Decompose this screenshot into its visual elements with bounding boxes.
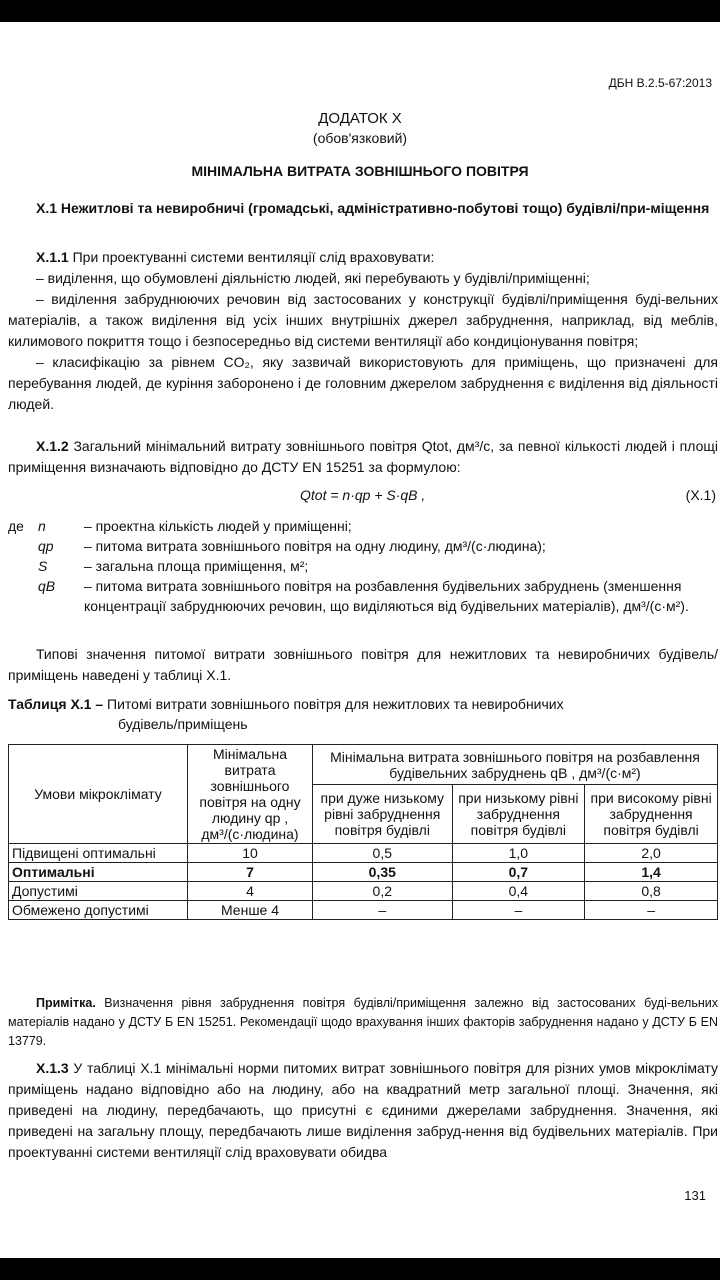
main-title: МІНІМАЛЬНА ВИТРАТА ЗОВНІШНЬОГО ПОВІТРЯ <box>191 163 529 179</box>
table-row: Підвищені оптимальні 10 0,5 1,0 2,0 <box>9 844 718 863</box>
header-min-dilution: Мінімальна витрата зовнішнього повітря на розбавлення будівельних забруднень qB , дм³/(с·м²) <box>313 745 718 785</box>
ventilation-table <box>8 744 718 920</box>
x11-item-2: – виділення забруднюючих речовин від застосованих у конструкції будівлі/приміщення буді-вельних матеріалів, а також виділення від усіх інших внутрішніх джерел забруднення, наприклад, від меблів, килимового покриття тощо і безпосередньо від системи вентиляції або кондиціонування повітря; <box>8 291 718 349</box>
section-x1-heading: Х.1 Нежитлові та невиробничі (громадські, адміністративно-побутові тощо) будівлі/при-міщення <box>36 200 710 216</box>
typical-values-text: Типові значення питомої витрати зовнішнього повітря для нежитлових та невиробничих будівель/приміщень наведені у таблиці Х.1. <box>8 646 718 683</box>
section-x11 <box>8 247 718 415</box>
header-high: при високому рівні забруднення повітря будівлі <box>585 785 718 844</box>
table-note: Примітка. Визначення рівня забруднення повітря будівлі/приміщення залежно від застосованих буді-вельних матеріалів надано у ДСТУ Б EN 15251. Рекомендації щодо врахування інших факторів забруднення надано у ДСТУ Б EN 13779. <box>8 996 718 1048</box>
legend-where: де <box>8 518 24 534</box>
header-low: при низькому рівні забруднення повітря будівлі <box>452 785 585 844</box>
header-conditions: Умови мікроклімату <box>9 745 188 844</box>
section-x12: Х.1.2 Загальний мінімальний витрату зовнішнього повітря Qtot, дм³/с, за певної кількості людей і площі приміщення визначають відповідно до ДСТУ EN 15251 за формулою: <box>8 438 718 475</box>
header-min-person: Мінімальна витрата зовнішнього повітря на одну людину qp , дм³/(с·людина) <box>188 745 313 844</box>
table-row: Оптимальні 7 0,35 0,7 1,4 <box>9 863 718 882</box>
page-number: 131 <box>684 1188 706 1203</box>
header-very-low: при дуже низькому рівні забруднення повітря будівлі <box>313 785 453 844</box>
x11-item-3: – класифікацію за рівнем CO₂, яку зазвичай використовують для приміщень, що призначені для перебування людей, де куріння заборонено і де головним джерелом забруднення є виділення від діяльності людей. <box>8 354 718 412</box>
formula: Qtot = n·qp + S·qB , <box>300 487 426 503</box>
document-page <box>0 22 720 1258</box>
formula-legend: де n – проектна кількість людей у приміщенні; qp – питома витрата зовнішнього повітря на одну людину, дм³/(с·людина); S – загальна площа приміщення, м²; qB – питома витрата зовнішнього повітря на розбавлення будівельних забруднень (зменшення концентрації забруднюючих речовин, що виділяються від будівельних матеріалів), дм³/(с·м²). <box>8 518 689 614</box>
table-caption: Таблиця Х.1 – Питомі витрати зовнішнього повітря для нежитлових та невиробничих будівель/приміщень <box>8 696 564 732</box>
x11-intro: Х.1.1 При проектуванні системи вентиляції слід враховувати: <box>36 249 435 265</box>
table-row: Допустимі 4 0,2 0,4 0,8 <box>9 882 718 901</box>
section-x13: Х.1.3 У таблиці Х.1 мінімальні норми питомих витрат зовнішнього повітря для різних умов мікроклімату приміщень надано відповідно або на людину, або на квадратний метр загальної площі. Значення, які приведені на людину, передбачають, що присутні є єдиними джерелами забруднення. Значення, які приведені на загальну площу, передбачають лише виділення забруд-нення від будівельних матеріалів. При проектуванні системи вентиляції слід враховувати обидва <box>8 1060 718 1160</box>
table-row: Обмежено допустимі Менше 4 – – – <box>9 901 718 920</box>
document-code: ДБН В.2.5-67:2013 <box>608 76 712 90</box>
formula-number: (Х.1) <box>685 487 716 503</box>
x11-item-1: – виділення, що обумовлені діяльністю людей, які перебувають у будівлі/приміщенні; <box>36 270 590 286</box>
appendix-title: ДОДАТОК Х <box>318 110 402 127</box>
appendix-status: (обов'язковий) <box>312 130 408 146</box>
